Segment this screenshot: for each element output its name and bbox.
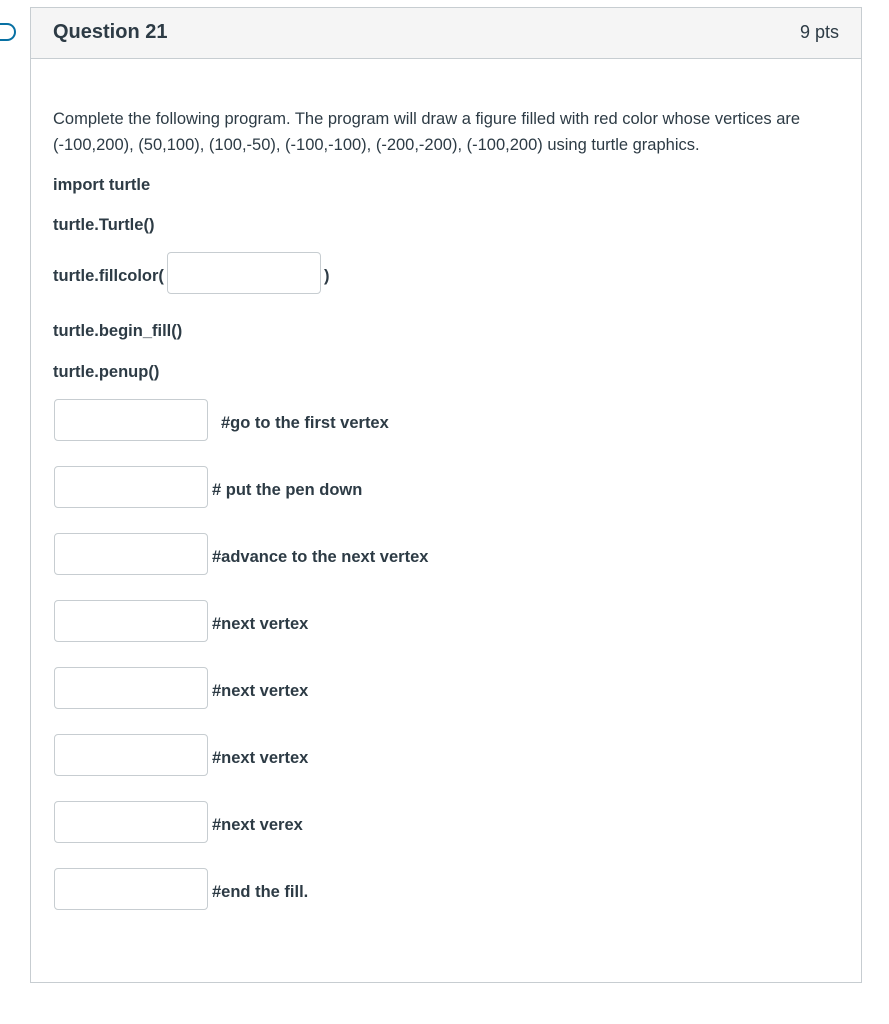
- question-prompt: Complete the following program. The program will draw a figure filled with red color whose vertices are (-100,200), (50,100), (100,-50), (-100,-100), (-200,-200), (-100,200) using turtle graphics.: [53, 110, 801, 154]
- question-points: 9 pts: [799, 22, 839, 42]
- blank-input-2[interactable]: [54, 466, 208, 508]
- blank-input-1[interactable]: [54, 399, 208, 441]
- blank-comment-3: #advance to the next vertex: [212, 548, 429, 566]
- blank-comment-2: # put the pen down: [212, 481, 363, 499]
- code-penup: turtle.penup(): [53, 363, 160, 381]
- blank-input-3[interactable]: [54, 533, 208, 575]
- question-header: [31, 8, 861, 59]
- fillcolor-blank-input[interactable]: [167, 252, 321, 294]
- question-title: Question 21: [53, 21, 168, 43]
- bookmark-flag-icon[interactable]: [0, 23, 16, 41]
- blank-input-5[interactable]: [54, 667, 208, 709]
- blank-comment-5: #next vertex: [212, 682, 309, 700]
- blank-input-7[interactable]: [54, 801, 208, 843]
- code-fillcolor-suffix: ): [324, 267, 330, 285]
- code-begin-fill: turtle.begin_fill(): [53, 322, 183, 340]
- blank-comment-4: #next vertex: [212, 615, 309, 633]
- blank-comment-1: #go to the first vertex: [221, 414, 389, 432]
- code-fillcolor-prefix: turtle.fillcolor(: [53, 267, 164, 285]
- code-turtle: turtle.Turtle(): [53, 216, 155, 234]
- blank-input-8[interactable]: [54, 868, 208, 910]
- blank-input-6[interactable]: [54, 734, 208, 776]
- blank-input-4[interactable]: [54, 600, 208, 642]
- blank-comment-8: #end the fill.: [212, 883, 309, 901]
- blank-comment-6: #next vertex: [212, 749, 309, 767]
- blank-comment-7: #next verex: [212, 816, 303, 834]
- question-card: [30, 7, 862, 983]
- code-import: import turtle: [53, 176, 151, 194]
